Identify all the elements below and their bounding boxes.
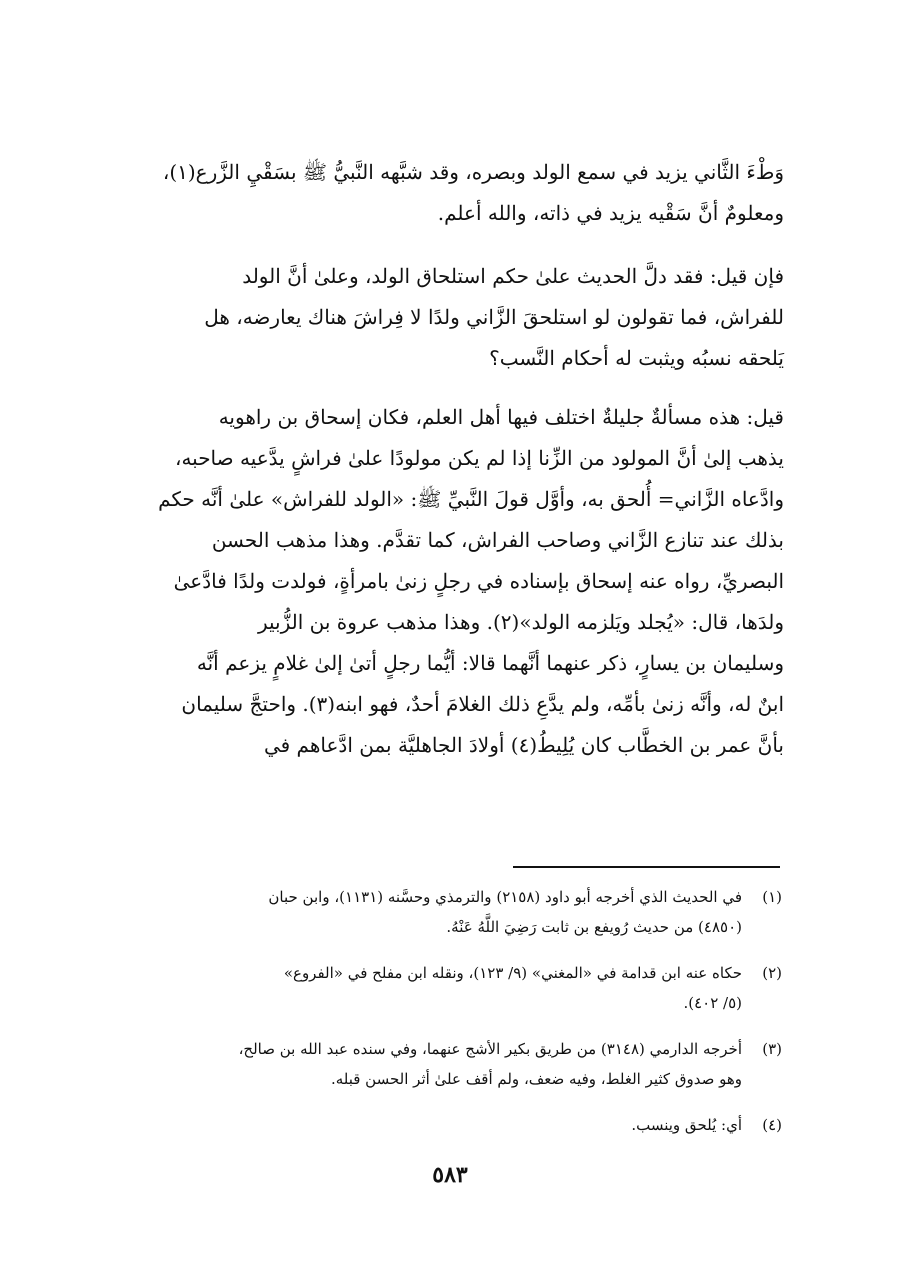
footnote-4 bbox=[118, 1110, 782, 1140]
footnote-number: (٣) bbox=[762, 1040, 782, 1058]
footnote-3 bbox=[118, 1034, 782, 1094]
footnote-number: (٢) bbox=[762, 964, 782, 982]
footnote-divider bbox=[513, 866, 780, 868]
footnote-line: (٤٨٥٠) من حديث رُويفع بن ثابت رَضِيَ اللَّهُ عَنْهُ. bbox=[446, 918, 742, 936]
footnote-line: حكاه عنه ابن قدامة في «المغني» (٩/ ١٢٣)، ونقله ابن مفلح في «الفروع» bbox=[283, 964, 742, 982]
text-line: يَلحقه نسبُه ويثبت له أحكام النَّسب؟ bbox=[489, 346, 784, 370]
footnote-line: في الحديث الذي أخرجه أبو داود (٢١٥٨) والترمذي وحسَّنه (١١٣١)، وابن حبان bbox=[268, 888, 742, 906]
footnote-1 bbox=[118, 882, 782, 942]
text-line: ومعلومٌ أنَّ سَقْيه يزيد في ذاته، والله أعلم. bbox=[437, 201, 784, 225]
footnote-line: وهو صدوق كثير الغلط، وفيه ضعف، ولم أقف علىٰ أثر الحسن قبله. bbox=[330, 1070, 742, 1088]
text-line: فإن قيل: فقد دلَّ الحديث علىٰ حكم استلحاق الولد، وعلىٰ أنَّ الولد bbox=[242, 264, 784, 288]
footnote-text bbox=[118, 1110, 742, 1140]
body-paragraph-2 bbox=[116, 256, 784, 379]
text-line: ابنٌ له، وأنَّه زنىٰ بأمِّه، ولم يدَّعِ ذلك الغلامَ أحدٌ، فهو ابنه(٣). واحتجَّ سليمان bbox=[181, 692, 784, 716]
footnote-2 bbox=[118, 958, 782, 1018]
body-paragraph-3 bbox=[116, 397, 784, 766]
text-line: وَطْءَ الثَّاني يزيد في سمع الولد وبصره، وقد شبَّهه النَّبيُّ ﷺ بسَقْيِ الزَّرع(١)، bbox=[162, 160, 784, 184]
text-line: وادَّعاه الزَّاني= أُلحق به، وأوَّل قولَ النَّبيِّ ﷺ: «الولد للفراش» علىٰ أنَّه حكم bbox=[158, 487, 784, 511]
text-line: قيل: هذه مسألةٌ جليلةٌ اختلف فيها أهل العلم، فكان إسحاق بن راهويه bbox=[218, 405, 784, 429]
footnote-number: (٤) bbox=[762, 1116, 782, 1134]
text-line: للفراش، فما تقولون لو استلحقَ الزَّاني ولدًا لا فِراشَ هناك يعارضه، هل bbox=[204, 305, 784, 329]
text-line: يذهب إلىٰ أنَّ المولود من الزِّنا إذا لم يكن مولودًا علىٰ فراشٍ يدَّعيه صاحبه، bbox=[174, 446, 784, 470]
text-line: البصريِّ، رواه عنه إسحاق بإسناده في رجلٍ زنىٰ بامرأةٍ، فولدت ولدًا فادَّعىٰ bbox=[173, 569, 784, 593]
footnote-line: أي: يُلحق وينسب. bbox=[631, 1116, 742, 1134]
footnote-line: (٥/ ٤٠٢). bbox=[683, 994, 742, 1012]
text-line: وسليمان بن يسارٍ، ذكر عنهما أنَّهما قالا: أيُّما رجلٍ أتىٰ إلىٰ غلامٍ يزعم أنَّه bbox=[196, 651, 784, 675]
body-paragraph-1 bbox=[116, 152, 784, 234]
footnote-text bbox=[118, 1034, 742, 1094]
footnote-text bbox=[118, 958, 742, 1018]
text-line: ولدَها، قال: «يُجلد ويَلزمه الولد»(٢). وهذا مذهب عروة بن الزُّبير bbox=[257, 610, 784, 634]
footnote-text bbox=[118, 882, 742, 942]
page-number: ٥٨٣ bbox=[432, 1162, 468, 1188]
footnote-line: أخرجه الدارمي (٣١٤٨) من طريق بكير الأشج عنهما، وفي سنده عبد الله بن صالح، bbox=[238, 1040, 742, 1058]
text-line: بأنَّ عمر بن الخطَّاب كان يُلِيطُ(٤) أولادَ الجاهليَّة بمن ادَّعاهم في bbox=[263, 733, 784, 757]
footnote-number: (١) bbox=[762, 888, 782, 906]
text-line: بذلك عند تنازع الزَّاني وصاحب الفراش، كما تقدَّم. وهذا مذهب الحسن bbox=[211, 528, 784, 552]
